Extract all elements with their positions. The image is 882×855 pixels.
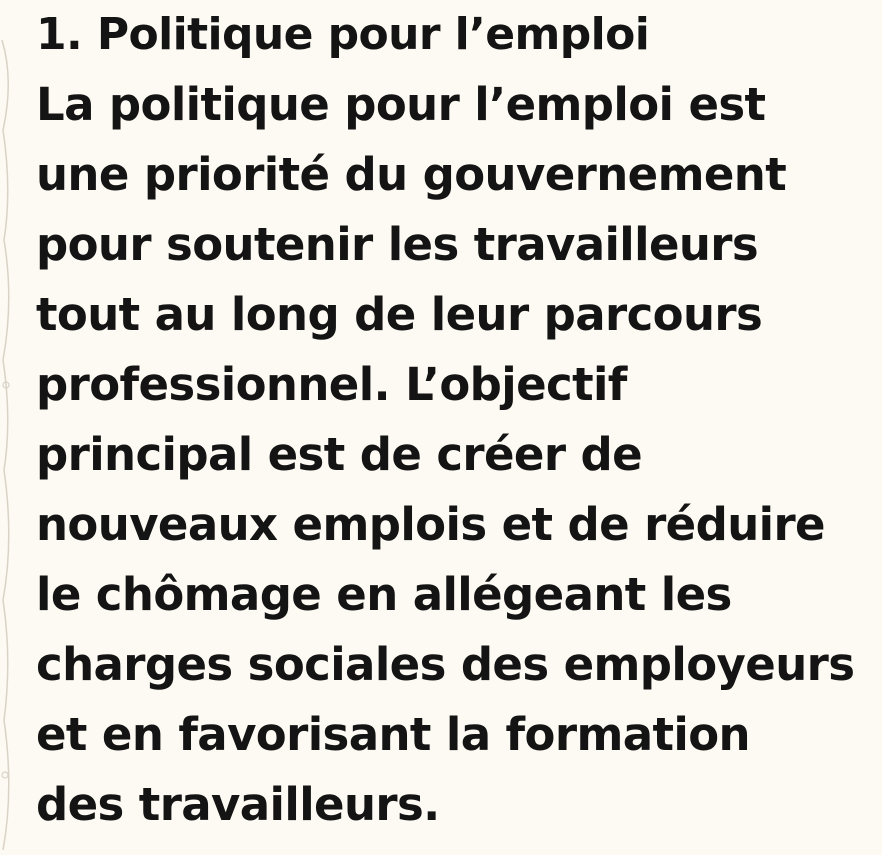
- paragraph-line: principal est de créer de: [36, 428, 643, 481]
- paragraph-line: pour soutenir les travailleurs: [36, 218, 759, 271]
- paragraph-line: charges sociales des employeurs: [36, 638, 855, 691]
- paragraph-line: le chômage en allégeant les: [36, 568, 732, 621]
- paragraph-line: tout au long de leur parcours: [36, 288, 763, 341]
- paragraph-line: des travailleurs.: [36, 778, 440, 831]
- paragraph-line: nouveaux emplois et de réduire: [36, 498, 825, 551]
- paragraph-line: une priorité du gouvernement: [36, 148, 787, 201]
- paragraph-line: professionnel. L’objectif: [36, 358, 627, 411]
- paragraph-line: et en favorisant la formation: [36, 708, 750, 761]
- paragraph-line: La politique pour l’emploi est: [36, 78, 766, 131]
- text-block: [36, 0, 872, 840]
- margin-decoration: [0, 0, 18, 855]
- section-heading: 1. Politique pour l’emploi: [36, 9, 650, 60]
